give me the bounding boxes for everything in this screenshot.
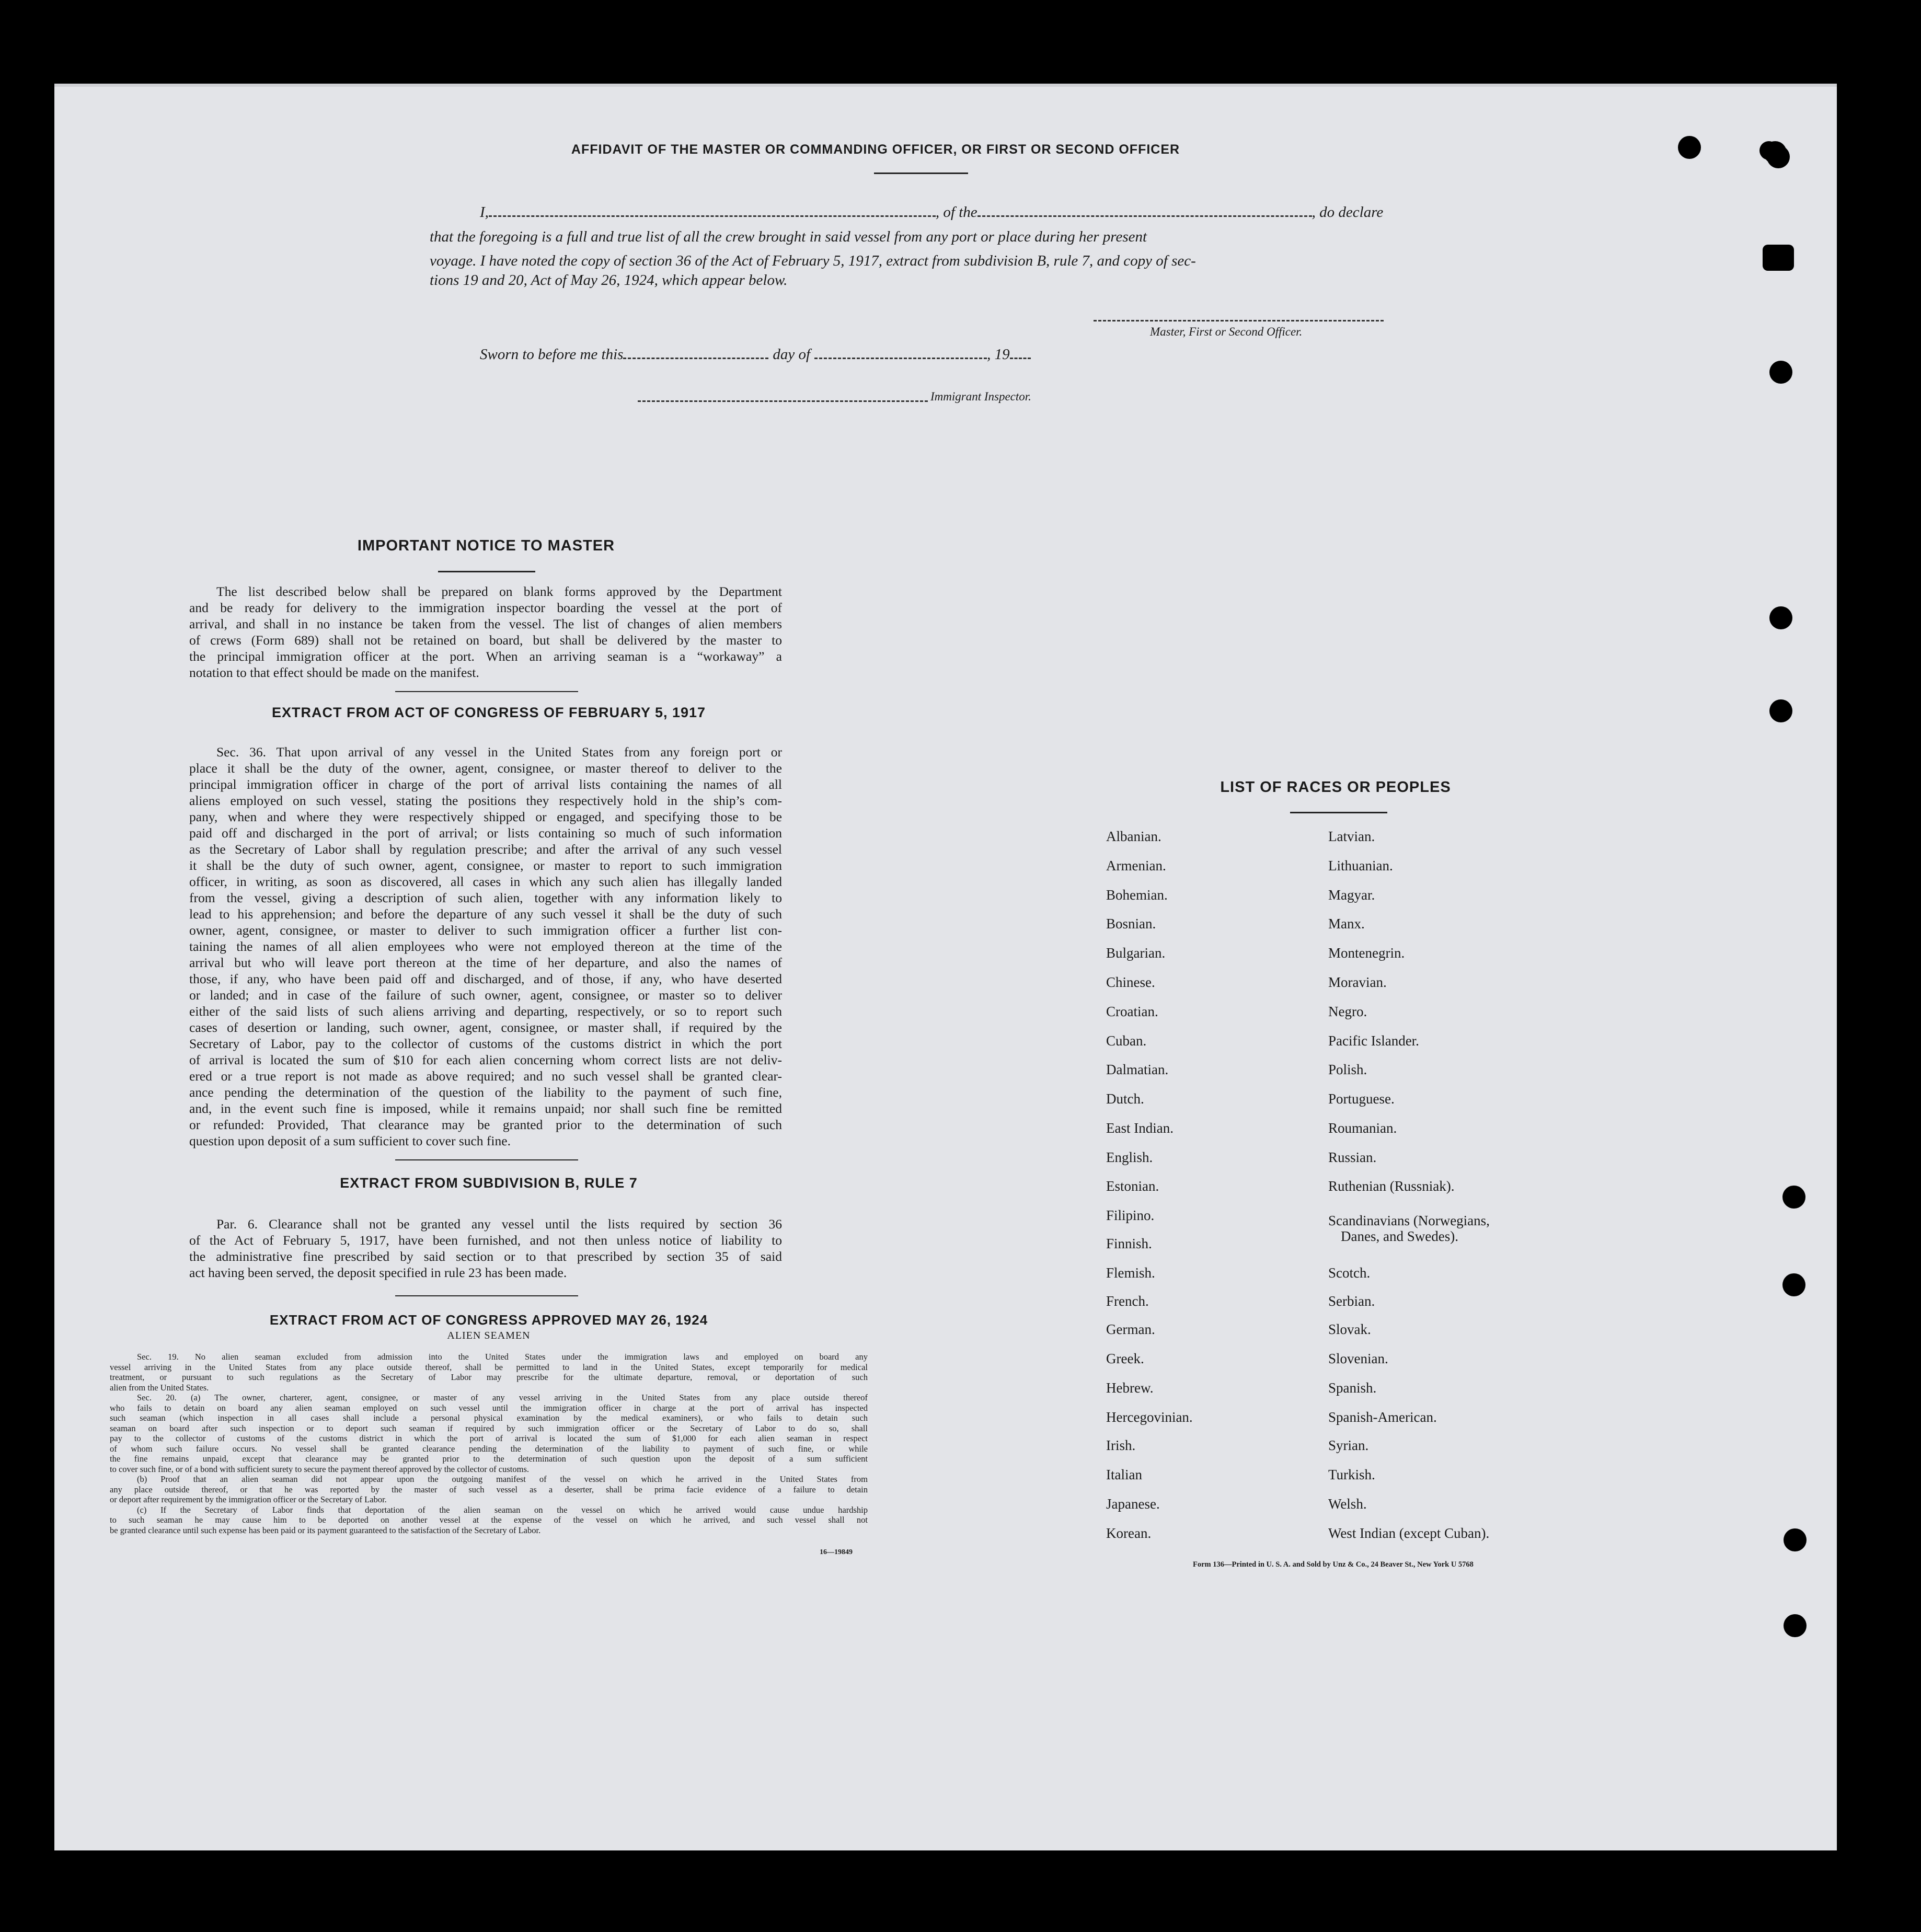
act1924-line: alien from the United States. [110,1382,209,1393]
race-item: Polish. [1328,1062,1367,1077]
act1924-line: (c) If the Secretary of Labor finds that deportation of the alien seaman on the vessel on which he arrived would cause undue hardship [137,1504,868,1515]
rule-7-title: EXTRACT FROM SUBDIVISION B, RULE 7 [340,1175,638,1191]
affidavit-line-2: that the foregoing is a full and true list of all the crew brought in said vessel from any port or place during her present [430,228,1147,245]
notice-line: notation to that effect should be made on the manifest. [189,665,479,680]
race-item: Irish. [1106,1438,1136,1453]
race-item: Turkish. [1328,1467,1375,1482]
form-footer: Form 136—Printed in U. S. A. and Sold by Unz & Co., 24 Beaver St., New York U 5768 [1193,1560,1474,1569]
affidavit-first-line [480,204,1416,221]
notice-line: The list described below shall be prepared on blank forms approved by the Department [216,584,782,599]
act1917-line: taining the names of all alien employees who were not employed thereon at the time of the [189,939,782,954]
day-of-label: day of [773,346,811,363]
act1924-line: such seaman (which inspection in all cases shall include a personal physical examination by the medical examiners), or who fails to detain such [110,1413,868,1423]
punch-hole [1782,1273,1805,1296]
punch-hole [1784,1528,1807,1551]
races-title: LIST OF RACES OR PEOPLES [1220,779,1451,796]
race-item: Albanian. [1106,829,1161,844]
act1924-line: of whom such failure occurs. No vessel shall be granted clearance pending the determination of the liability to payment of such fine, or while [110,1443,868,1454]
race-item: Montenegrin. [1328,945,1405,961]
notice-text [189,583,782,681]
race-item: Roumanian. [1328,1120,1397,1136]
race-item: Dalmatian. [1106,1062,1169,1077]
section-divider [395,1159,578,1160]
race-item: Pacific Islander. [1328,1033,1419,1049]
act-1924-title: EXTRACT FROM ACT OF CONGRESS APPROVED MAY 26, 1924 [269,1312,708,1328]
affidavit-line-3: voyage. I have noted the copy of section 36 of the Act of February 5, 1917, extract from subdivision B, rule 7, and copy of sec- [430,252,1196,269]
act-1917-title: EXTRACT FROM ACT OF CONGRESS OF FEBRUARY 5, 1917 [271,705,706,720]
notice-title-rule [438,571,535,572]
act1917-line: pany, when and where they were respectively shipped or engaged, and specifying those to be [189,809,782,824]
race-item: Slovenian. [1328,1351,1388,1366]
punch-hole [1678,136,1701,159]
act1917-line: or landed; and in case of the failure of such owner, agent, consignee, or master so to deliver [189,987,782,1003]
act1924-line: vessel arriving in the United States from any place outside thereof, shall be permitted to land in the United States, except temporarily for medical [110,1362,868,1372]
race-item: Japanese. [1106,1496,1160,1512]
notice-line: arrival, and shall in no instance be taken from the vessel. The list of changes of alien members [189,616,782,631]
act1924-line: pay to the collector of customs of the customs district in which the port of arrival is located the sum of $1,000 for each alien seaman in respect [110,1433,868,1443]
punch-hole [1769,699,1792,722]
act1917-line: owner, agent, consignee, or master to deliver to such immigration officer a further list con- [189,923,782,938]
master-signature-line[interactable] [1094,320,1384,321]
act1917-line: those, if any, who have been paid off and discharged, and of those, if any, who have deserted [189,971,782,986]
race-item: Finnish. [1106,1236,1152,1251]
notice-title: IMPORTANT NOTICE TO MASTER [357,537,615,554]
rule7-line: act having been served, the deposit specified in rule 23 has been made. [189,1265,567,1280]
race-item: Lithuanian. [1328,858,1393,873]
race-item: Chinese. [1106,974,1155,990]
i-label: I, [480,204,489,221]
act1917-line: and, in the event such fine is imposed, while it remains unpaid; nor shall such fine be remitted [189,1101,782,1116]
act1917-line: Secretary of Labor, pay to the collector of customs of the customs district in which the port [189,1036,782,1051]
act1917-line: Sec. 36. That upon arrival of any vessel in the United States from any foreign port or [216,744,782,760]
race-item: Estonian. [1106,1178,1159,1194]
punch-hole [1767,145,1790,168]
race-item: Slovak. [1328,1321,1371,1337]
act1917-line: officer, in writing, as soon as discovered, all cases in which any such alien has illegally landed [189,874,782,889]
sworn-line [480,346,1031,363]
act1917-line: as the Secretary of Labor shall by regulation prescribe; and after the arrival of any such vessel [189,842,782,857]
act1924-line: any place outside thereof, or that he was reported by the master of such vessel as a deserter, shall be prima facie evidence of a failure to detain [110,1484,868,1494]
race-item: Scotch. [1328,1265,1371,1281]
act1917-line: of arrival is located the sum of $10 for each alien concerning whom correct lists are not deliv- [189,1052,782,1067]
race-item: Bosnian. [1106,916,1156,932]
alien-seamen-subtitle: ALIEN SEAMEN [447,1330,531,1341]
act-1917-text [189,744,782,1149]
act-1924-text [110,1352,868,1535]
race-item: Dutch. [1106,1091,1144,1107]
binding-tab [1763,245,1794,271]
race-item: Serbian. [1328,1293,1375,1309]
inspector-label: Immigrant Inspector. [930,390,1031,403]
act1924-line: be granted clearance until such expense has been paid or its payment guaranteed to the satisfaction of the Secretary of Labor. [110,1525,541,1535]
race-item: Negro. [1328,1004,1367,1019]
race-item: Greek. [1106,1351,1144,1366]
race-item: East Indian. [1106,1120,1174,1136]
section-divider [395,691,578,692]
affidavit-line-4: tions 19 and 20, Act of May 26, 1924, which appear below. [430,272,788,289]
act1917-line: aliens employed on such vessel, stating the positions they respectively hold in the ship’s com- [189,793,782,808]
act1924-line: Sec. 19. No alien seaman excluded from admission into the United States under the immigration laws and employed on board any [137,1352,868,1362]
act1917-line: ered or a true report is not made as above required; and no such vessel shall be granted clear- [189,1068,782,1084]
rule-7-text [189,1216,782,1281]
inspector-signature-line[interactable] [638,400,928,402]
act1924-line: Sec. 20. (a) The owner, charterer, agent, consignee, or master of any vessel arriving in the United States from any place outside thereof [137,1393,868,1402]
punch-hole [1782,1186,1805,1209]
act1917-line: paid off and discharged in the port of arrival; or lists containing so much of such information [189,825,782,841]
race-item: Bohemian. [1106,887,1168,903]
race-item: French. [1106,1293,1149,1309]
race-item: Latvian. [1328,829,1375,844]
form-code: 16—19849 [820,1548,853,1556]
punch-hole [1769,606,1792,629]
act1924-line: (b) Proof that an alien seaman did not appear upon the outgoing manifest of the vessel on which he arrived in the United States from [137,1474,868,1484]
race-item: Portuguese. [1328,1091,1395,1107]
notice-line: the principal immigration officer at the port. When an arriving seaman is a “workaway” a [189,649,782,664]
notice-line: of crews (Form 689) shall not be retained on board, but shall be delivered by the master to [189,632,782,648]
race-item: Croatian. [1106,1004,1158,1019]
master-signature-label: Master, First or Second Officer. [1150,325,1303,338]
year-label: , 19 [987,346,1010,363]
notice-line: and be ready for delivery to the immigration inspector boarding the vessel at the port of [189,600,782,615]
act1917-line: it shall be the duty of such owner, agent, consignee, or master to report to such immigration [189,858,782,873]
race-item: Moravian. [1328,974,1387,990]
act1924-line: or deport after requirement by the immigration officer or the Secretary of Labor. [110,1494,387,1504]
act1917-line: ance pending the determination of the question of the liability to the payment of such fine, [189,1085,782,1100]
race-item: Spanish-American. [1328,1409,1437,1425]
race-item: Manx. [1328,916,1365,932]
act1917-line: place it shall be the duty of the owner, agent, consignee, or master thereof to deliver to the [189,761,782,776]
of-the-label: , of the [935,204,977,221]
race-item: Korean. [1106,1525,1152,1541]
act1917-line: lead to his apprehension; and before the departure of any such vessel it shall be the duty of such [189,906,782,922]
races-title-rule [1290,812,1387,813]
vessel-field[interactable] [977,215,1312,217]
race-item: Flemish. [1106,1265,1155,1281]
act1924-line: who fails to detain on board any alien seaman employed on such vessel until the immigration officer in charge at the port of arrival has inspected [110,1402,868,1413]
act1924-line: to such seaman he may cause him to be deported on another vessel at the expense of the vessel on which he arrived, and such vessel shall not [110,1515,868,1525]
punch-hole [1784,1614,1807,1637]
act1917-line: cases of desertion or landing, such owner, agent, consignee, or master shall, if required by the [189,1020,782,1035]
sworn-label: Sworn to before me this [480,346,624,363]
sworn-day-field[interactable] [623,358,768,359]
race-item: West Indian (except Cuban). [1328,1525,1490,1541]
race-item: Magyar. [1328,887,1375,903]
rule7-line: Par. 6. Clearance shall not be granted any vessel until the lists required by section 36 [216,1216,782,1232]
act1917-line: or refunded: Provided, That clearance may be granted prior to the determination of such [189,1117,782,1132]
act1924-line: seaman on board after such inspection or to deport such seaman if required by such immigration officer or the Secretary of Labor to do so, shall [110,1423,868,1433]
race-item: Danes, and Swedes). [1341,1228,1458,1244]
race-item: Bulgarian. [1106,945,1166,961]
rule7-line: of the Act of February 5, 1917, have been furnished, and not then unless notice of liability to [189,1233,782,1248]
race-item: Welsh. [1328,1496,1367,1512]
name-field[interactable] [489,215,936,217]
race-item: Filipino. [1106,1208,1155,1223]
act1917-line: arrival but who will leave port thereon at the time of her departure, and also the names of [189,955,782,970]
act1924-line: the fine remains unpaid, except that clearance may be granted prior to the determination of such question upon the deposit of a sum sufficient [110,1454,868,1464]
act1924-line: treatment, or pursuant to such regulations as the Secretary of Labor may prescribe for the ultimate departure, removal, or deportation of such [110,1372,868,1382]
race-item: German. [1106,1321,1155,1337]
act1917-line: either of the said lists of such aliens arriving and departing, respectively, or so to report such [189,1004,782,1019]
race-item: Cuban. [1106,1033,1147,1049]
race-item: Russian. [1328,1149,1377,1165]
race-item: Syrian. [1328,1438,1369,1453]
race-item: Hercegovinian. [1106,1409,1193,1425]
race-item: Scandinavians (Norwegians, [1328,1213,1490,1228]
race-item: Hebrew. [1106,1380,1154,1396]
section-divider [395,1295,578,1296]
affidavit-title: AFFIDAVIT OF THE MASTER OR COMMANDING OFFICER, OR FIRST OR SECOND OFFICER [571,142,1180,157]
do-declare-label: , do declare [1312,204,1384,221]
act1917-line: question upon deposit of a sum sufficient to cover such fine. [189,1133,511,1148]
race-item: English. [1106,1149,1153,1165]
act1917-line: from the vessel, giving a description of such alien, together with any information likely to [189,890,782,905]
race-item: Armenian. [1106,858,1166,873]
sworn-month-field[interactable] [814,358,987,359]
rule7-line: the administrative fine prescribed by said section or to that prescribed by section 35 of said [189,1249,782,1264]
race-item: Spanish. [1328,1380,1377,1396]
affidavit-title-rule [874,172,968,174]
act1924-line: to cover such fine, or of a bond with sufficient surety to secure the payment thereof approved by the collector of customs. [110,1464,529,1474]
sworn-year-field[interactable] [1010,358,1031,359]
race-item: Italian [1106,1467,1142,1482]
punch-hole [1769,361,1792,384]
act1917-line: principal immigration officer in charge of the port of arrival lists containing the names of all [189,777,782,792]
race-item: Ruthenian (Russniak). [1328,1178,1455,1194]
